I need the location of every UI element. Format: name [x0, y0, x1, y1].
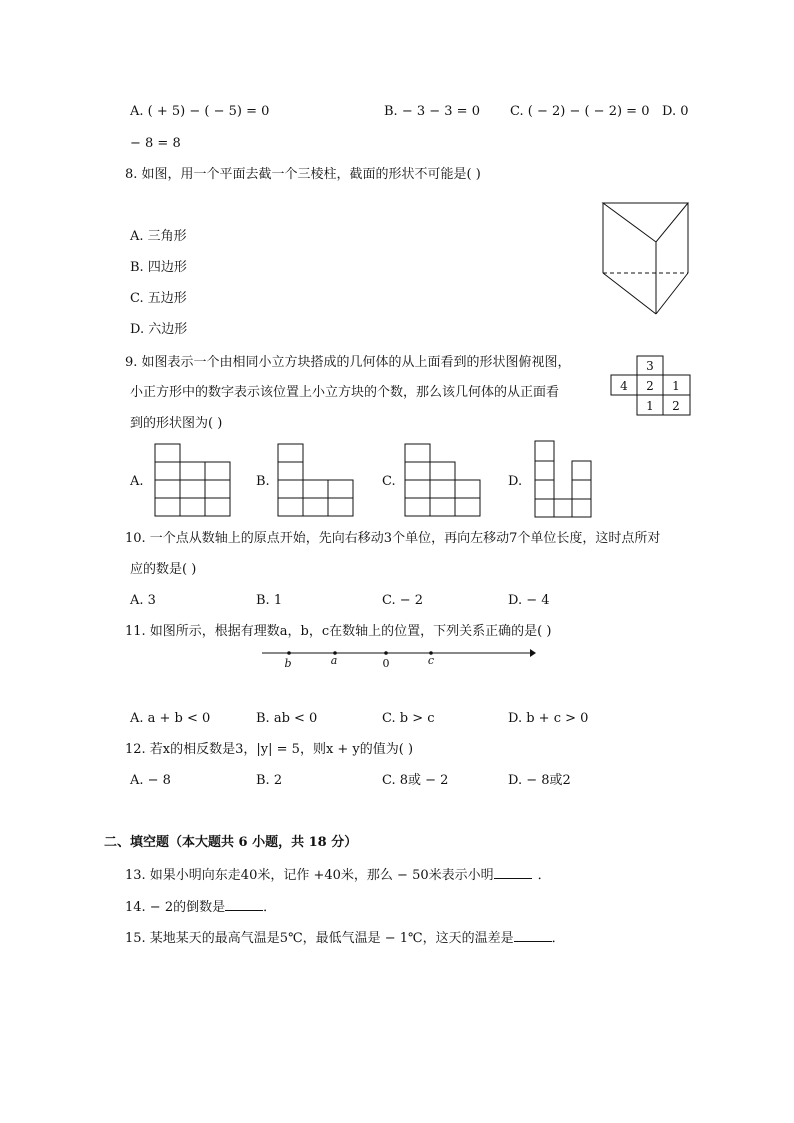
- axis-label-b: b: [284, 657, 292, 670]
- q9-option-d-figure: [534, 440, 594, 520]
- section-title-fill-in: 二、填空题（本大题共 6 小题，共 18 分）: [104, 835, 358, 850]
- q11-number-line: [262, 645, 537, 673]
- q15: [125, 928, 565, 948]
- q12-stem: 12. 若x的相反数是3，|y| = 5，则x + y的值为( ): [125, 742, 414, 757]
- q9-option-b-label: B.: [256, 474, 270, 489]
- q8-stem: 8. 如图，用一个平面去截一个三棱柱，截面的形状不可能是( ): [125, 167, 481, 182]
- q9-stem-line3: 到的形状图为( ): [130, 416, 223, 431]
- q10-option-b: B. 1: [256, 593, 283, 608]
- axis-label-c: c: [427, 654, 435, 667]
- q10-option-d: D. − 4: [508, 593, 550, 608]
- q13: [125, 865, 551, 885]
- grid-number: 1: [646, 399, 654, 413]
- q10-stem-line2: 应的数是( ): [130, 562, 197, 577]
- q11-option-b: B. ab < 0: [256, 711, 318, 726]
- grid-number: 1: [672, 379, 680, 393]
- q11-option-d: D. b + c > 0: [508, 711, 589, 726]
- q13-tail: ．: [537, 868, 551, 883]
- q11-option-c: C. b > c: [382, 711, 435, 726]
- q10-option-c: C. − 2: [382, 593, 424, 608]
- q7-option-d: D. 0: [662, 104, 689, 119]
- q12-option-c: C. 8或 − 2: [382, 773, 449, 788]
- q14-answer-blank[interactable]: [225, 897, 263, 911]
- q12-option-b: B. 2: [256, 773, 283, 788]
- grid-number: 2: [672, 399, 680, 413]
- q10-stem-line1: 10. 一个点从数轴上的原点开始，先向右移动3个单位，再向左移动7个单位长度，这时点所对: [125, 531, 661, 546]
- axis-label-a: a: [330, 654, 338, 667]
- q8-option-b: B. 四边形: [130, 260, 187, 275]
- q7-option-c: C. ( − 2) − ( − 2) = 0: [510, 104, 650, 119]
- q11-stem: 11. 如图所示，根据有理数a，b，c在数轴上的位置，下列关系正确的是( ): [125, 624, 552, 639]
- q9-option-a-label: A.: [130, 474, 144, 489]
- q9-stem-line1: 9. 如图表示一个由相同小立方块搭成的几何体的从上面看到的形状图俯视图，: [125, 355, 571, 370]
- q9-option-d-label: D.: [508, 474, 523, 489]
- q15-answer-blank[interactable]: [514, 928, 552, 942]
- q9-option-c-label: C.: [382, 474, 396, 489]
- q14: [125, 897, 276, 917]
- q15-text: 15. 某地某天的最高气温是5℃，最低气温是 − 1℃，这天的温差是: [125, 931, 514, 946]
- q11-option-a: A. a + b < 0: [130, 711, 211, 726]
- q14-tail: ．: [263, 900, 277, 915]
- q8-option-c: C. 五边形: [130, 291, 187, 306]
- grid-number: 4: [620, 379, 628, 393]
- q12-option-d: D. − 8或2: [508, 773, 571, 788]
- triangular-prism-figure: [600, 200, 692, 318]
- q14-text: 14. − 2的倒数是: [125, 900, 226, 915]
- q8-option-d: D. 六边形: [130, 322, 188, 337]
- grid-number: 3: [646, 359, 654, 373]
- q7-option-d-continued: − 8 = 8: [130, 136, 181, 151]
- q9-top-view-grid: [610, 355, 692, 417]
- q7-option-a: A. ( + 5) − ( − 5) = 0: [130, 104, 270, 119]
- q7-option-b: B. − 3 − 3 = 0: [384, 104, 480, 119]
- axis-label-zero: 0: [382, 657, 390, 670]
- q9-option-c-figure: [404, 443, 484, 519]
- q13-answer-blank[interactable]: [494, 865, 532, 879]
- q8-option-a: A. 三角形: [130, 229, 187, 244]
- q9-option-a-figure: [154, 443, 234, 519]
- q13-text: 13. 如果小明向东走40米，记作 +40米，那么 − 50米表示小明: [125, 868, 494, 883]
- q9-stem-line2: 小正方形中的数字表示该位置上小立方块的个数，那么该几何体的从正面看: [130, 385, 560, 400]
- q10-option-a: A. 3: [130, 593, 156, 608]
- q12-option-a: A. − 8: [130, 773, 171, 788]
- q9-option-b-figure: [277, 443, 357, 519]
- grid-number: 2: [646, 379, 654, 393]
- q15-tail: ．: [551, 931, 565, 946]
